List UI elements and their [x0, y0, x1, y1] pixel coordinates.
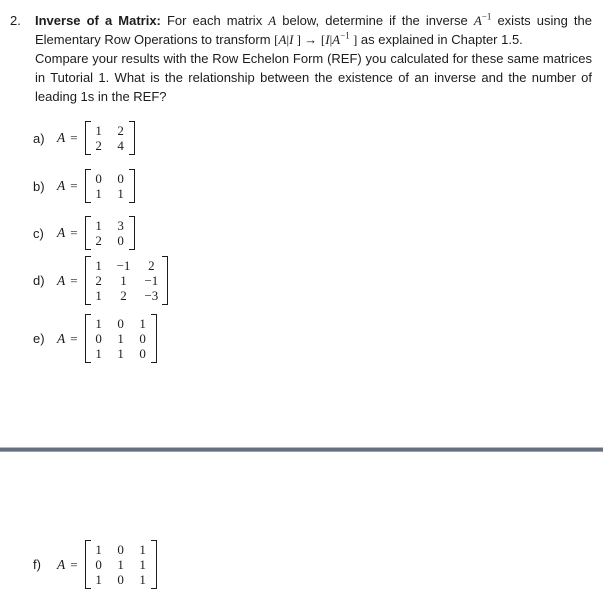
matrix-cell: 0 — [139, 331, 146, 346]
matrix-cell: 0 — [95, 557, 102, 572]
right-bracket — [129, 169, 135, 203]
matrix-cell: 1 — [139, 572, 146, 587]
math-inline: −1 — [340, 30, 350, 41]
matrix-grid — [91, 256, 163, 305]
matrix-cell: 1 — [95, 542, 102, 557]
text-segment: Compare your results with the Row Echelon Form (REF) you calculated for these same matrices in Tutorial 1. What is the relationship between the existence of an inverse and the number of leading 1s in the REF? — [35, 51, 592, 104]
matrix-variable: A — [57, 130, 66, 145]
parts-list-above-divider — [33, 121, 603, 363]
matrix-f — [85, 540, 157, 589]
part-item-a — [33, 121, 603, 155]
part-item-c — [33, 216, 603, 250]
part-item-e — [33, 314, 603, 363]
problem-block — [0, 0, 603, 106]
matrix-cell: −1 — [116, 258, 131, 273]
equals-sign: = — [70, 225, 78, 240]
equals-sign: = — [70, 178, 78, 193]
problem-text-paragraph-1 — [35, 11, 592, 49]
matrix-cell: 1 — [117, 186, 124, 201]
math-inline: ] — [293, 32, 305, 47]
right-bracket — [129, 121, 135, 155]
matrix-cell: 1 — [139, 316, 146, 331]
problem-number: 2. — [10, 13, 21, 28]
part-item-b — [33, 169, 603, 203]
matrix-cell: 1 — [95, 572, 102, 587]
matrix-cell: 0 — [117, 542, 124, 557]
matrix-cell: −1 — [144, 273, 159, 288]
matrix-cell: 2 — [95, 138, 102, 153]
math-inline: A — [332, 32, 341, 47]
matrix-cell: 1 — [117, 557, 124, 572]
matrix-grid — [91, 314, 151, 363]
matrix-cell: 2 — [95, 233, 102, 248]
matrix-cell: 1 — [95, 288, 102, 303]
matrix-cell: 0 — [95, 331, 102, 346]
math-inline: I — [325, 32, 330, 47]
math-inline: A — [268, 13, 277, 28]
matrix-d — [85, 256, 169, 305]
matrix-cell: 2 — [120, 288, 127, 303]
matrix-grid — [91, 540, 151, 589]
equals-sign: = — [70, 130, 78, 145]
right-bracket — [129, 216, 135, 250]
matrix-cell: 0 — [117, 572, 124, 587]
text-segment: below, determine if the inverse — [276, 13, 474, 28]
part-label: c) — [33, 225, 44, 241]
matrix-variable: A — [57, 225, 66, 240]
right-bracket — [151, 314, 157, 363]
matrix-c — [85, 216, 135, 250]
matrix-grid — [91, 216, 129, 250]
matrix-cell: 0 — [117, 316, 124, 331]
matrix-cell: 0 — [139, 346, 146, 361]
math-inline: A — [278, 32, 287, 47]
matrix-cell: 1 — [95, 186, 102, 201]
math-inline: I — [289, 32, 294, 47]
matrix-cell: 1 — [139, 557, 146, 572]
part-label: d) — [33, 273, 45, 288]
matrix-cell: 1 — [139, 542, 146, 557]
matrix-b — [85, 169, 135, 203]
matrix-grid — [91, 169, 129, 203]
text-segment: → — [304, 32, 321, 47]
math-inline: | — [286, 32, 290, 47]
matrix-e — [85, 314, 157, 363]
matrix-cell: −3 — [144, 288, 159, 303]
text-segment: as explained in Chapter 1.5. — [357, 32, 523, 47]
problem-body — [35, 11, 592, 106]
matrix-cell: 2 — [117, 123, 124, 138]
matrix-a — [85, 121, 135, 155]
right-bracket — [162, 256, 168, 305]
problem-text-paragraph-2 — [35, 49, 592, 106]
text-segment: exists using the Elementary Row Operations to transform — [35, 13, 592, 47]
page-break-divider — [0, 447, 603, 452]
matrix-variable: A — [57, 272, 66, 288]
matrix-cell: 2 — [148, 258, 155, 273]
matrix-cell: 1 — [95, 258, 102, 273]
matrix-cell: 0 — [117, 171, 124, 186]
equals-sign: = — [70, 556, 78, 572]
math-inline: −1 — [481, 11, 492, 22]
right-bracket — [151, 540, 157, 589]
matrix-cell: 0 — [95, 171, 102, 186]
equals-sign: = — [70, 272, 78, 288]
matrix-cell: 0 — [117, 233, 124, 248]
part-item-d — [33, 256, 603, 305]
matrix-cell: 1 — [120, 273, 127, 288]
matrix-cell: 3 — [117, 218, 124, 233]
math-inline: [ — [320, 32, 326, 47]
equals-sign: = — [70, 330, 78, 346]
matrix-cell: 1 — [95, 218, 102, 233]
matrix-variable: A — [57, 330, 66, 346]
matrix-cell: 1 — [95, 123, 102, 138]
text-segment: Inverse of a Matrix: — [35, 13, 161, 28]
matrix-cell: 1 — [117, 346, 124, 361]
part-label: a) — [33, 130, 45, 146]
text-segment: For each matrix — [160, 13, 269, 28]
matrix-cell: 1 — [95, 346, 102, 361]
matrix-variable: A — [57, 178, 66, 193]
math-inline: [ — [274, 32, 279, 47]
matrix-variable: A — [57, 556, 66, 572]
part-label: f) — [33, 557, 41, 572]
part-label: e) — [33, 331, 45, 346]
part-label: b) — [33, 178, 45, 194]
part-item-f — [33, 540, 603, 589]
matrix-cell: 4 — [117, 138, 124, 153]
math-inline: A — [473, 13, 482, 28]
matrix-cell: 2 — [95, 273, 102, 288]
parts-list-below-divider — [33, 540, 603, 589]
matrix-cell: 1 — [117, 331, 124, 346]
math-inline: ] — [349, 32, 358, 47]
matrix-cell: 1 — [95, 316, 102, 331]
matrix-grid — [91, 121, 129, 155]
math-inline: | — [329, 32, 333, 47]
